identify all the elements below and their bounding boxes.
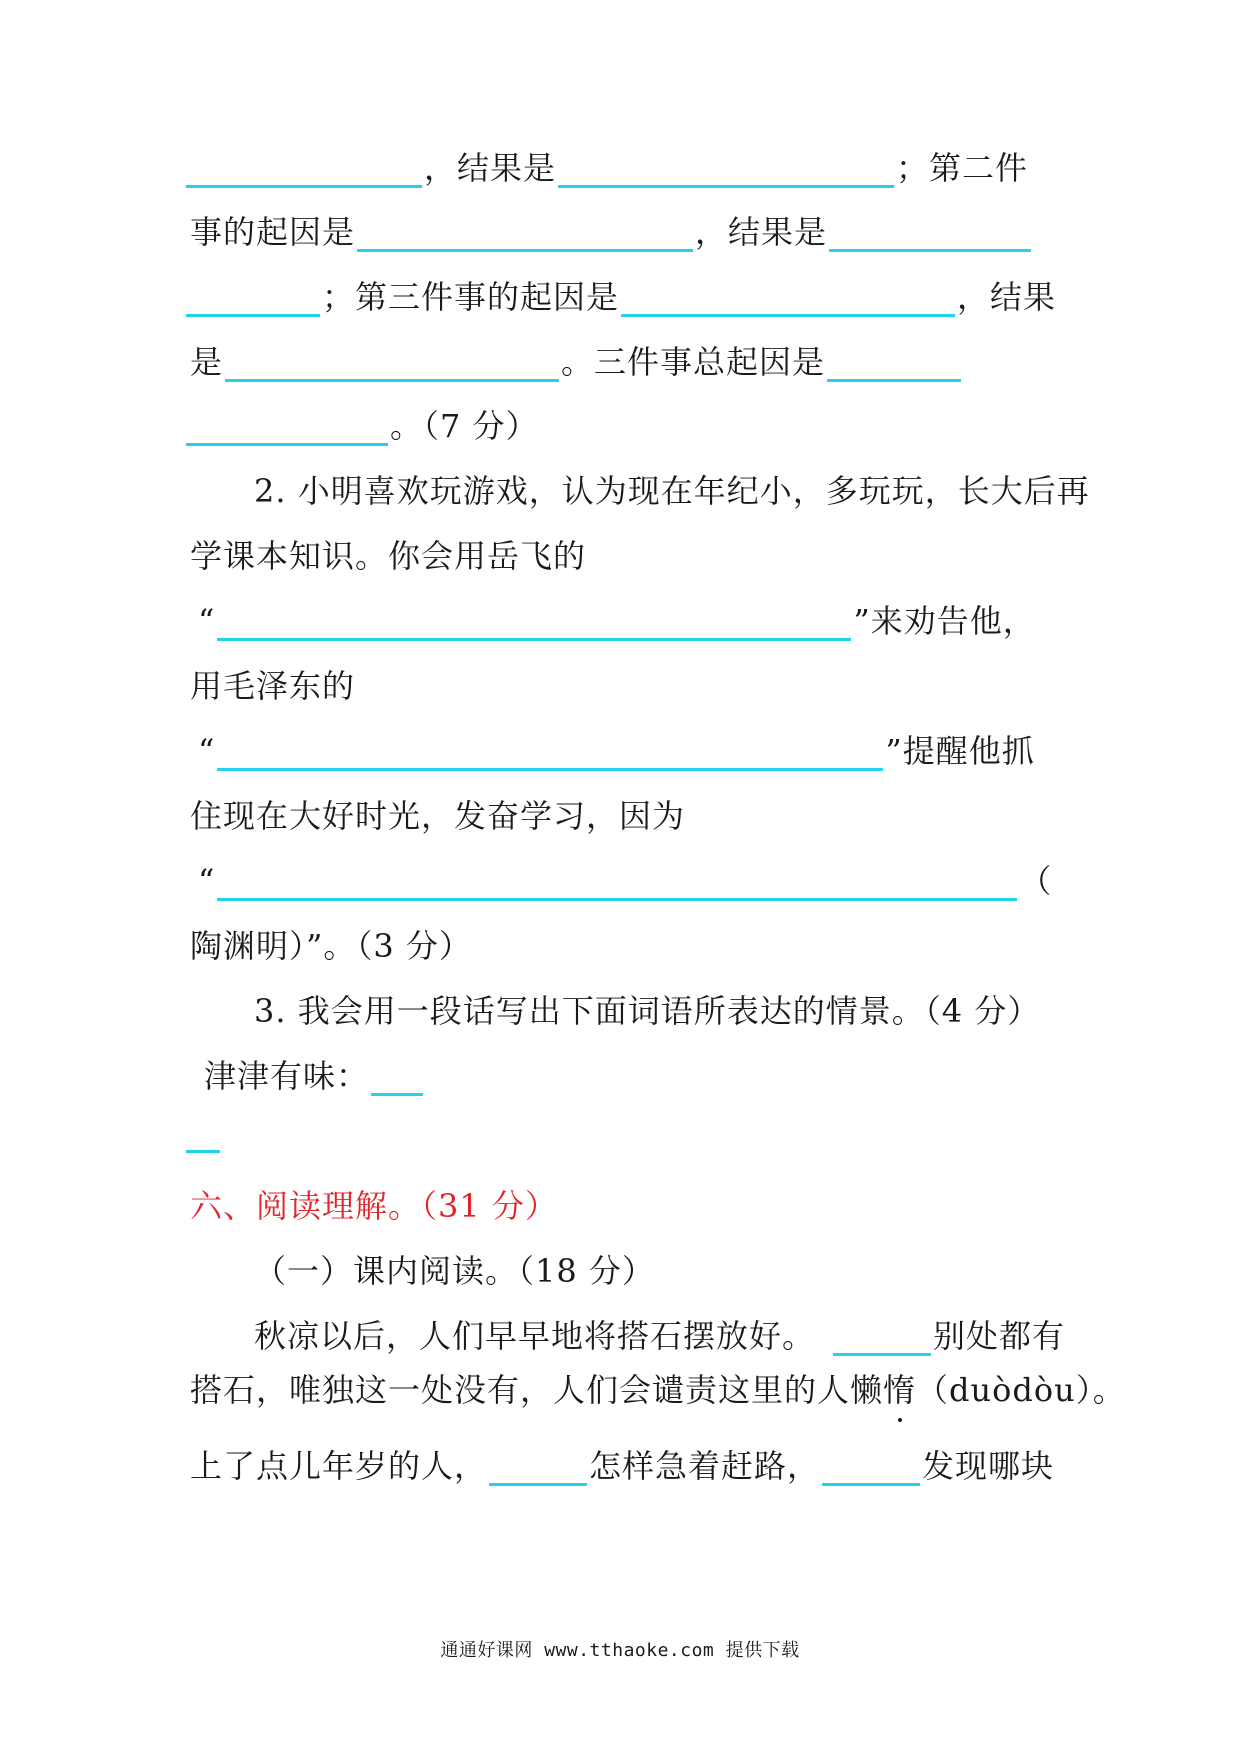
question-text: 3. 我会用一段话写出下面词语所表达的情景。（4 分） xyxy=(254,992,1041,1030)
passage-line-1 xyxy=(254,1316,1065,1356)
section-heading: 六、阅读理解。（31 分） xyxy=(190,1187,558,1225)
passage-text: 别处都有 xyxy=(933,1317,1066,1355)
answer-blank[interactable] xyxy=(558,155,894,188)
q1-line-5 xyxy=(190,406,539,446)
passage-text: 怎样急着赶路， xyxy=(589,1447,821,1485)
answer-blank[interactable] xyxy=(225,349,559,382)
q2-line-1 xyxy=(254,471,1090,511)
quote-open: “ xyxy=(198,862,216,900)
q2-line-3 xyxy=(198,601,1036,641)
passage-text: 上了点儿年岁的人， xyxy=(190,1447,488,1485)
text: ”来劝告他， xyxy=(853,602,1036,640)
answer-blank[interactable] xyxy=(186,413,388,446)
q2-line-7 xyxy=(198,861,1052,901)
question-text: 陶渊明）”。（3 分） xyxy=(190,927,472,965)
text: ，结果是 xyxy=(695,213,828,251)
dotted-character: 惰 xyxy=(883,1371,917,1409)
text: ；第三件事的起因是 xyxy=(322,278,620,316)
answer-blank[interactable] xyxy=(371,1063,423,1096)
text: 。（7 分） xyxy=(390,407,539,445)
page-footer: 通通好课网 www.tthaoke.com 提供下载 xyxy=(440,1640,800,1661)
answer-blank[interactable] xyxy=(186,155,422,188)
answer-blank[interactable] xyxy=(186,1120,220,1153)
q1-line-1 xyxy=(190,148,1028,188)
section-title xyxy=(190,1186,558,1226)
q1-line-4 xyxy=(190,342,963,382)
q1-line-2 xyxy=(190,212,1033,252)
text: （ xyxy=(1019,862,1053,900)
text: ，结果是 xyxy=(424,149,557,187)
answer-blank[interactable] xyxy=(217,738,883,771)
pinyin-annotation: （duòdòu）。 xyxy=(916,1371,1126,1409)
question-text: 津津有味： xyxy=(204,1057,370,1095)
answer-blank[interactable] xyxy=(186,284,320,317)
q3-line-3 xyxy=(190,1120,222,1153)
subsection-title xyxy=(254,1251,655,1291)
q2-line-8 xyxy=(190,926,472,966)
answer-blank[interactable] xyxy=(621,284,955,317)
answer-blank[interactable] xyxy=(822,1453,920,1486)
q2-line-6 xyxy=(190,796,685,836)
passage-text: 搭石，唯独这一处没有，人们会谴责这里的人懒 xyxy=(190,1371,884,1409)
answer-blank[interactable] xyxy=(357,219,693,252)
q3-line-1 xyxy=(254,991,1040,1031)
q2-line-2 xyxy=(190,536,586,576)
q1-line-3 xyxy=(190,277,1056,317)
subsection-heading: （一）课内阅读。（18 分） xyxy=(254,1252,655,1290)
q3-line-2 xyxy=(204,1056,425,1096)
text: 事的起因是 xyxy=(190,213,356,251)
question-text: 住现在大好时光，发奋学习，因为 xyxy=(190,797,686,835)
answer-blank[interactable] xyxy=(833,1323,931,1356)
passage-line-3 xyxy=(190,1446,1054,1486)
answer-blank[interactable] xyxy=(827,349,961,382)
text: 。三件事总起因是 xyxy=(561,343,826,381)
text: ；第二件 xyxy=(896,149,1029,187)
text: ”提醒他抓 xyxy=(885,732,1035,770)
answer-blank[interactable] xyxy=(217,608,851,641)
q2-line-4 xyxy=(190,666,355,706)
answer-blank[interactable] xyxy=(829,219,1031,252)
q2-line-5 xyxy=(198,731,1035,771)
answer-blank[interactable] xyxy=(217,868,1017,901)
question-text: 2. 小明喜欢玩游戏，认为现在年纪小，多玩玩，长大后再 xyxy=(254,472,1090,510)
question-text: 用毛泽东的 xyxy=(190,667,356,705)
answer-blank[interactable] xyxy=(489,1453,587,1486)
quote-open: “ xyxy=(198,732,216,770)
passage-text: 秋凉以后，人们早早地将搭石摆放好。 xyxy=(254,1317,816,1355)
question-text: 学课本知识。你会用岳飞的 xyxy=(190,537,587,575)
text: ，结果 xyxy=(957,278,1057,316)
passage-text: 发现哪块 xyxy=(922,1447,1055,1485)
passage-line-2 xyxy=(190,1370,1126,1410)
text: 是 xyxy=(190,343,224,381)
quote-open: “ xyxy=(198,602,216,640)
